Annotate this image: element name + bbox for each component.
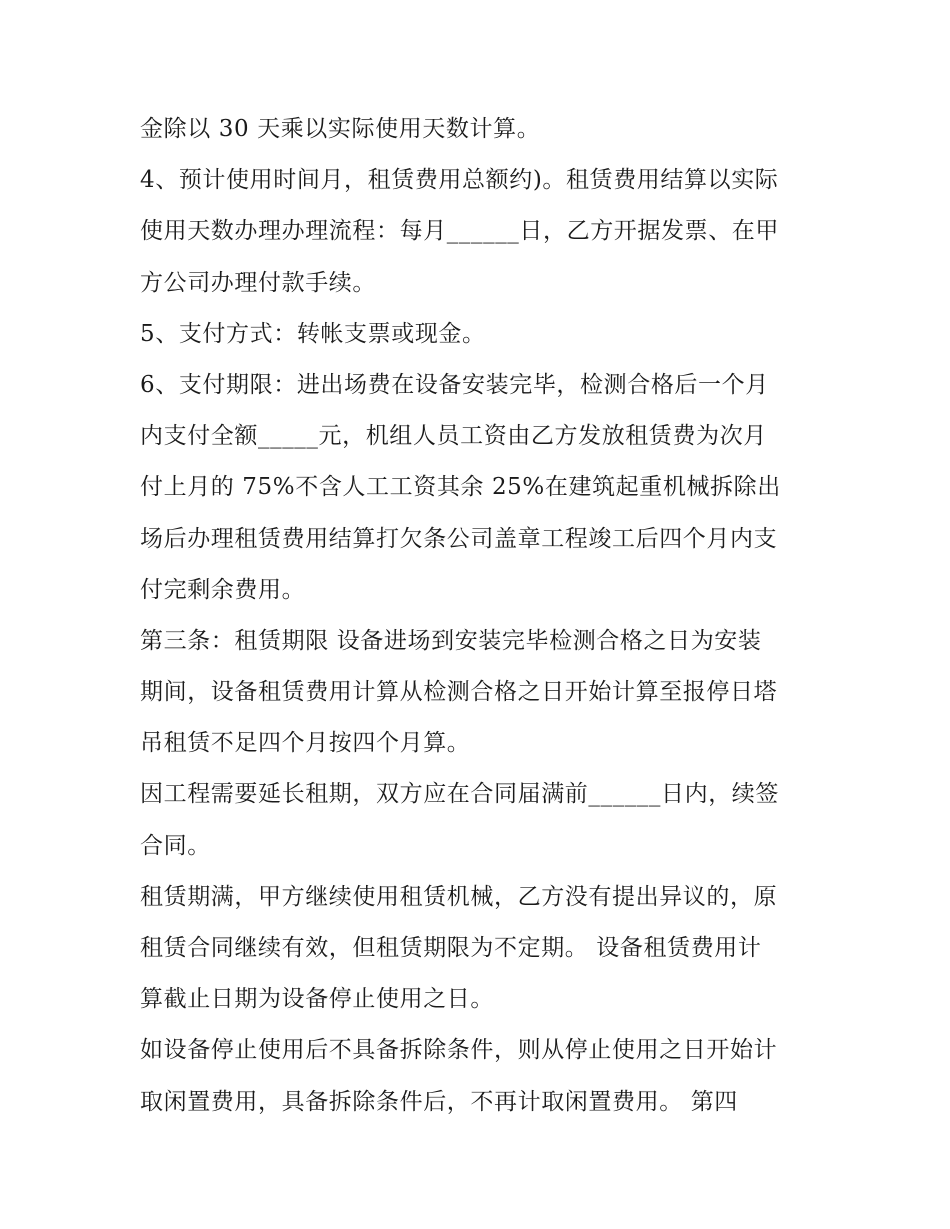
text-line-19: 如设备停止使用后不具备拆除条件，则从停止使用之日开始计 — [140, 1037, 778, 1064]
text-line-3: 使用天数办理办理流程：每月______日，乙方开据发票、在甲 — [140, 218, 779, 245]
text-line-13: 吊租赁不足四个月按四个月算。 — [140, 730, 471, 757]
text-line-12: 期间，设备租赁费用计算从检测合格之日开始计算至报停日塔 — [140, 679, 778, 706]
text-line-10: 付完剩余费用。 — [140, 576, 306, 603]
text-line-2: 4、预计使用时间月，租赁费用总额约)。租赁费用结算以实际 — [140, 167, 779, 194]
text-line-6: 6、支付期限：进出场费在设备安装完毕，检测合格后一个月 — [140, 371, 769, 398]
text-line-1: 金除以 30 天乘以实际使用天数计算。 — [140, 116, 541, 142]
text-line-9: 场后办理租赁费用结算打欠条公司盖章工程竣工后四个月内支 — [140, 525, 778, 552]
text-line-8: 付上月的 75%不含人工工资其余 25%在建筑起重机械拆除出 — [140, 474, 781, 501]
text-line-17: 租赁合同继续有效，但租赁期限为不定期。 设备租赁费用计 — [140, 935, 762, 961]
text-line-11: 第三条：租赁期限 设备进场到安装完毕检测合格之日为安装 — [140, 627, 762, 654]
contract-text-block — [140, 104, 820, 1128]
text-line-14: 因工程需要延长租期，双方应在合同届满前______日内，续签 — [140, 781, 779, 808]
text-line-7: 内支付全额_____元，机组人员工资由乙方发放租赁费为次月 — [140, 423, 767, 450]
text-line-16: 租赁期满，甲方继续使用租赁机械，乙方没有提出异议的，原 — [140, 883, 778, 910]
text-line-4: 方公司办理付款手续。 — [140, 269, 376, 296]
text-line-18: 算截止日期为设备停止使用之日。 — [140, 986, 494, 1013]
text-line-20: 取闲置费用，具备拆除条件后，不再计取闲置费用。 第四 — [140, 1088, 738, 1115]
text-line-5: 5、支付方式：转帐支票或现金。 — [140, 320, 486, 347]
text-line-15: 合同。 — [140, 832, 211, 859]
